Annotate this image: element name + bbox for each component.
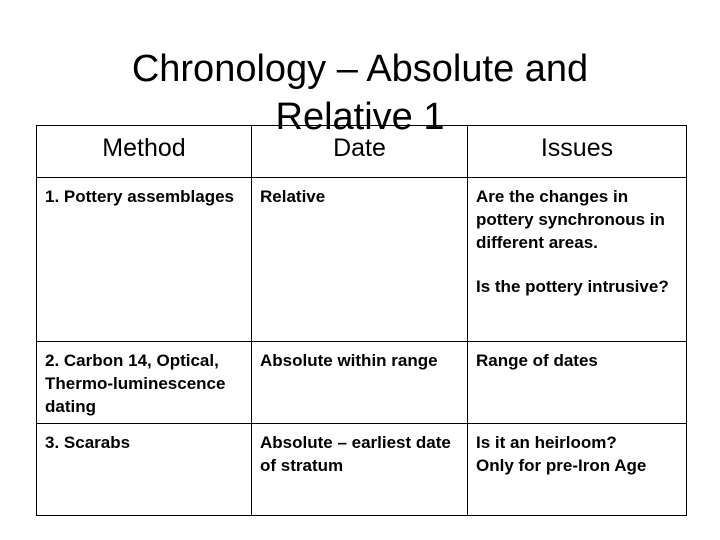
issue-text: Range of dates [476, 351, 598, 370]
date-cell: Absolute within range [252, 342, 468, 424]
header-issues: Issues [468, 126, 687, 178]
table-header-row [37, 126, 687, 178]
page-title-line-1: Chronology – Absolute and [131, 48, 589, 91]
issues-cell [468, 178, 687, 342]
method-cell: 1. Pottery assemblages [37, 178, 252, 342]
date-cell: Absolute – earliest date of stratum [252, 424, 468, 516]
issue-text: Only for pre-Iron Age [476, 456, 647, 475]
table-row [37, 342, 687, 424]
date-cell: Relative [252, 178, 468, 342]
page-title-line-2: Relative 1 [275, 96, 445, 139]
method-cell: 3. Scarabs [37, 424, 252, 516]
chronology-table [36, 125, 687, 516]
method-cell: 2. Carbon 14, Optical, Thermo-luminescence dating [37, 342, 252, 424]
table-row [37, 424, 687, 516]
issue-text: Is it an heirloom? [476, 433, 617, 452]
issue-text: Is the pottery intrusive? [476, 277, 669, 296]
header-date: Date [252, 126, 468, 178]
issues-cell [468, 342, 687, 424]
issue-text: Are the changes in pottery synchronous in different areas. [476, 187, 665, 252]
issues-cell [468, 424, 687, 516]
table-row [37, 178, 687, 342]
header-method: Method [37, 126, 252, 178]
